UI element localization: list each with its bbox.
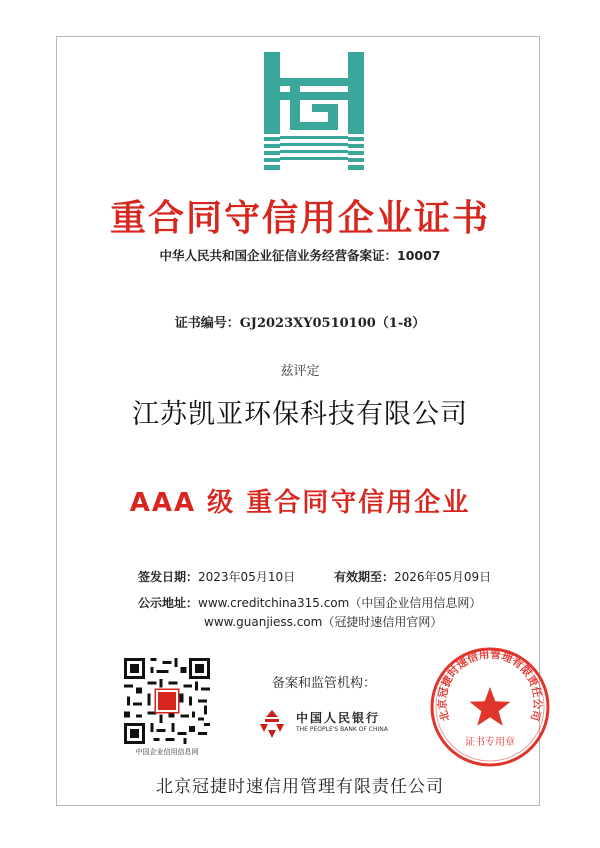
bank-name-en: THE PEOPLE'S BANK OF CHINA xyxy=(296,726,388,733)
assessed-label: 兹评定 xyxy=(280,364,320,379)
public-url-1[interactable]: www.creditchina315.com（中国企业信用信息网） xyxy=(198,596,482,610)
issue-date xyxy=(138,570,295,584)
certificate-number: 证书编号：GJ2023XY0510100（1-8） xyxy=(174,316,426,331)
company-name: 江苏凯亚环保科技有限公司 xyxy=(132,399,468,430)
public-url-2[interactable]: www.guanjiess.com（冠捷时速信用官网） xyxy=(204,615,443,629)
public-address xyxy=(138,594,481,632)
valid-until-value: 2026年05月09日 xyxy=(394,570,492,584)
dates-row xyxy=(138,568,558,585)
seal-bottom-text: 证书专用章 xyxy=(465,737,515,748)
valid-until-label: 有效期至： xyxy=(334,570,395,584)
qr-caption: 中国企业信用信息网 xyxy=(135,748,199,756)
credit-grade: AAA 级 重合同守信用企业 xyxy=(129,488,471,518)
issue-date-label: 签发日期： xyxy=(138,570,199,584)
pboc-logo-icon xyxy=(256,708,288,740)
seal-text: 北京冠捷时速信用管理有限责任公司 xyxy=(436,648,544,723)
issuer-name: 北京冠捷时速信用管理有限责任公司 xyxy=(156,777,444,797)
certificate-title: 重合同守信用企业证书 xyxy=(109,198,490,239)
issue-date-value: 2023年05月10日 xyxy=(198,570,296,584)
registration-label: 备案和监管机构： xyxy=(272,676,377,691)
certificate-subtitle: 中华人民共和国企业征信业务经营备案证：10007 xyxy=(159,248,441,263)
public-address-label: 公示地址： xyxy=(138,596,199,610)
valid-until xyxy=(334,568,491,585)
bank-name-cn: 中国人民银行 xyxy=(296,711,381,725)
gh-logo-icon xyxy=(258,52,370,170)
official-seal-icon xyxy=(428,645,552,769)
qr-code-icon[interactable] xyxy=(124,658,210,744)
